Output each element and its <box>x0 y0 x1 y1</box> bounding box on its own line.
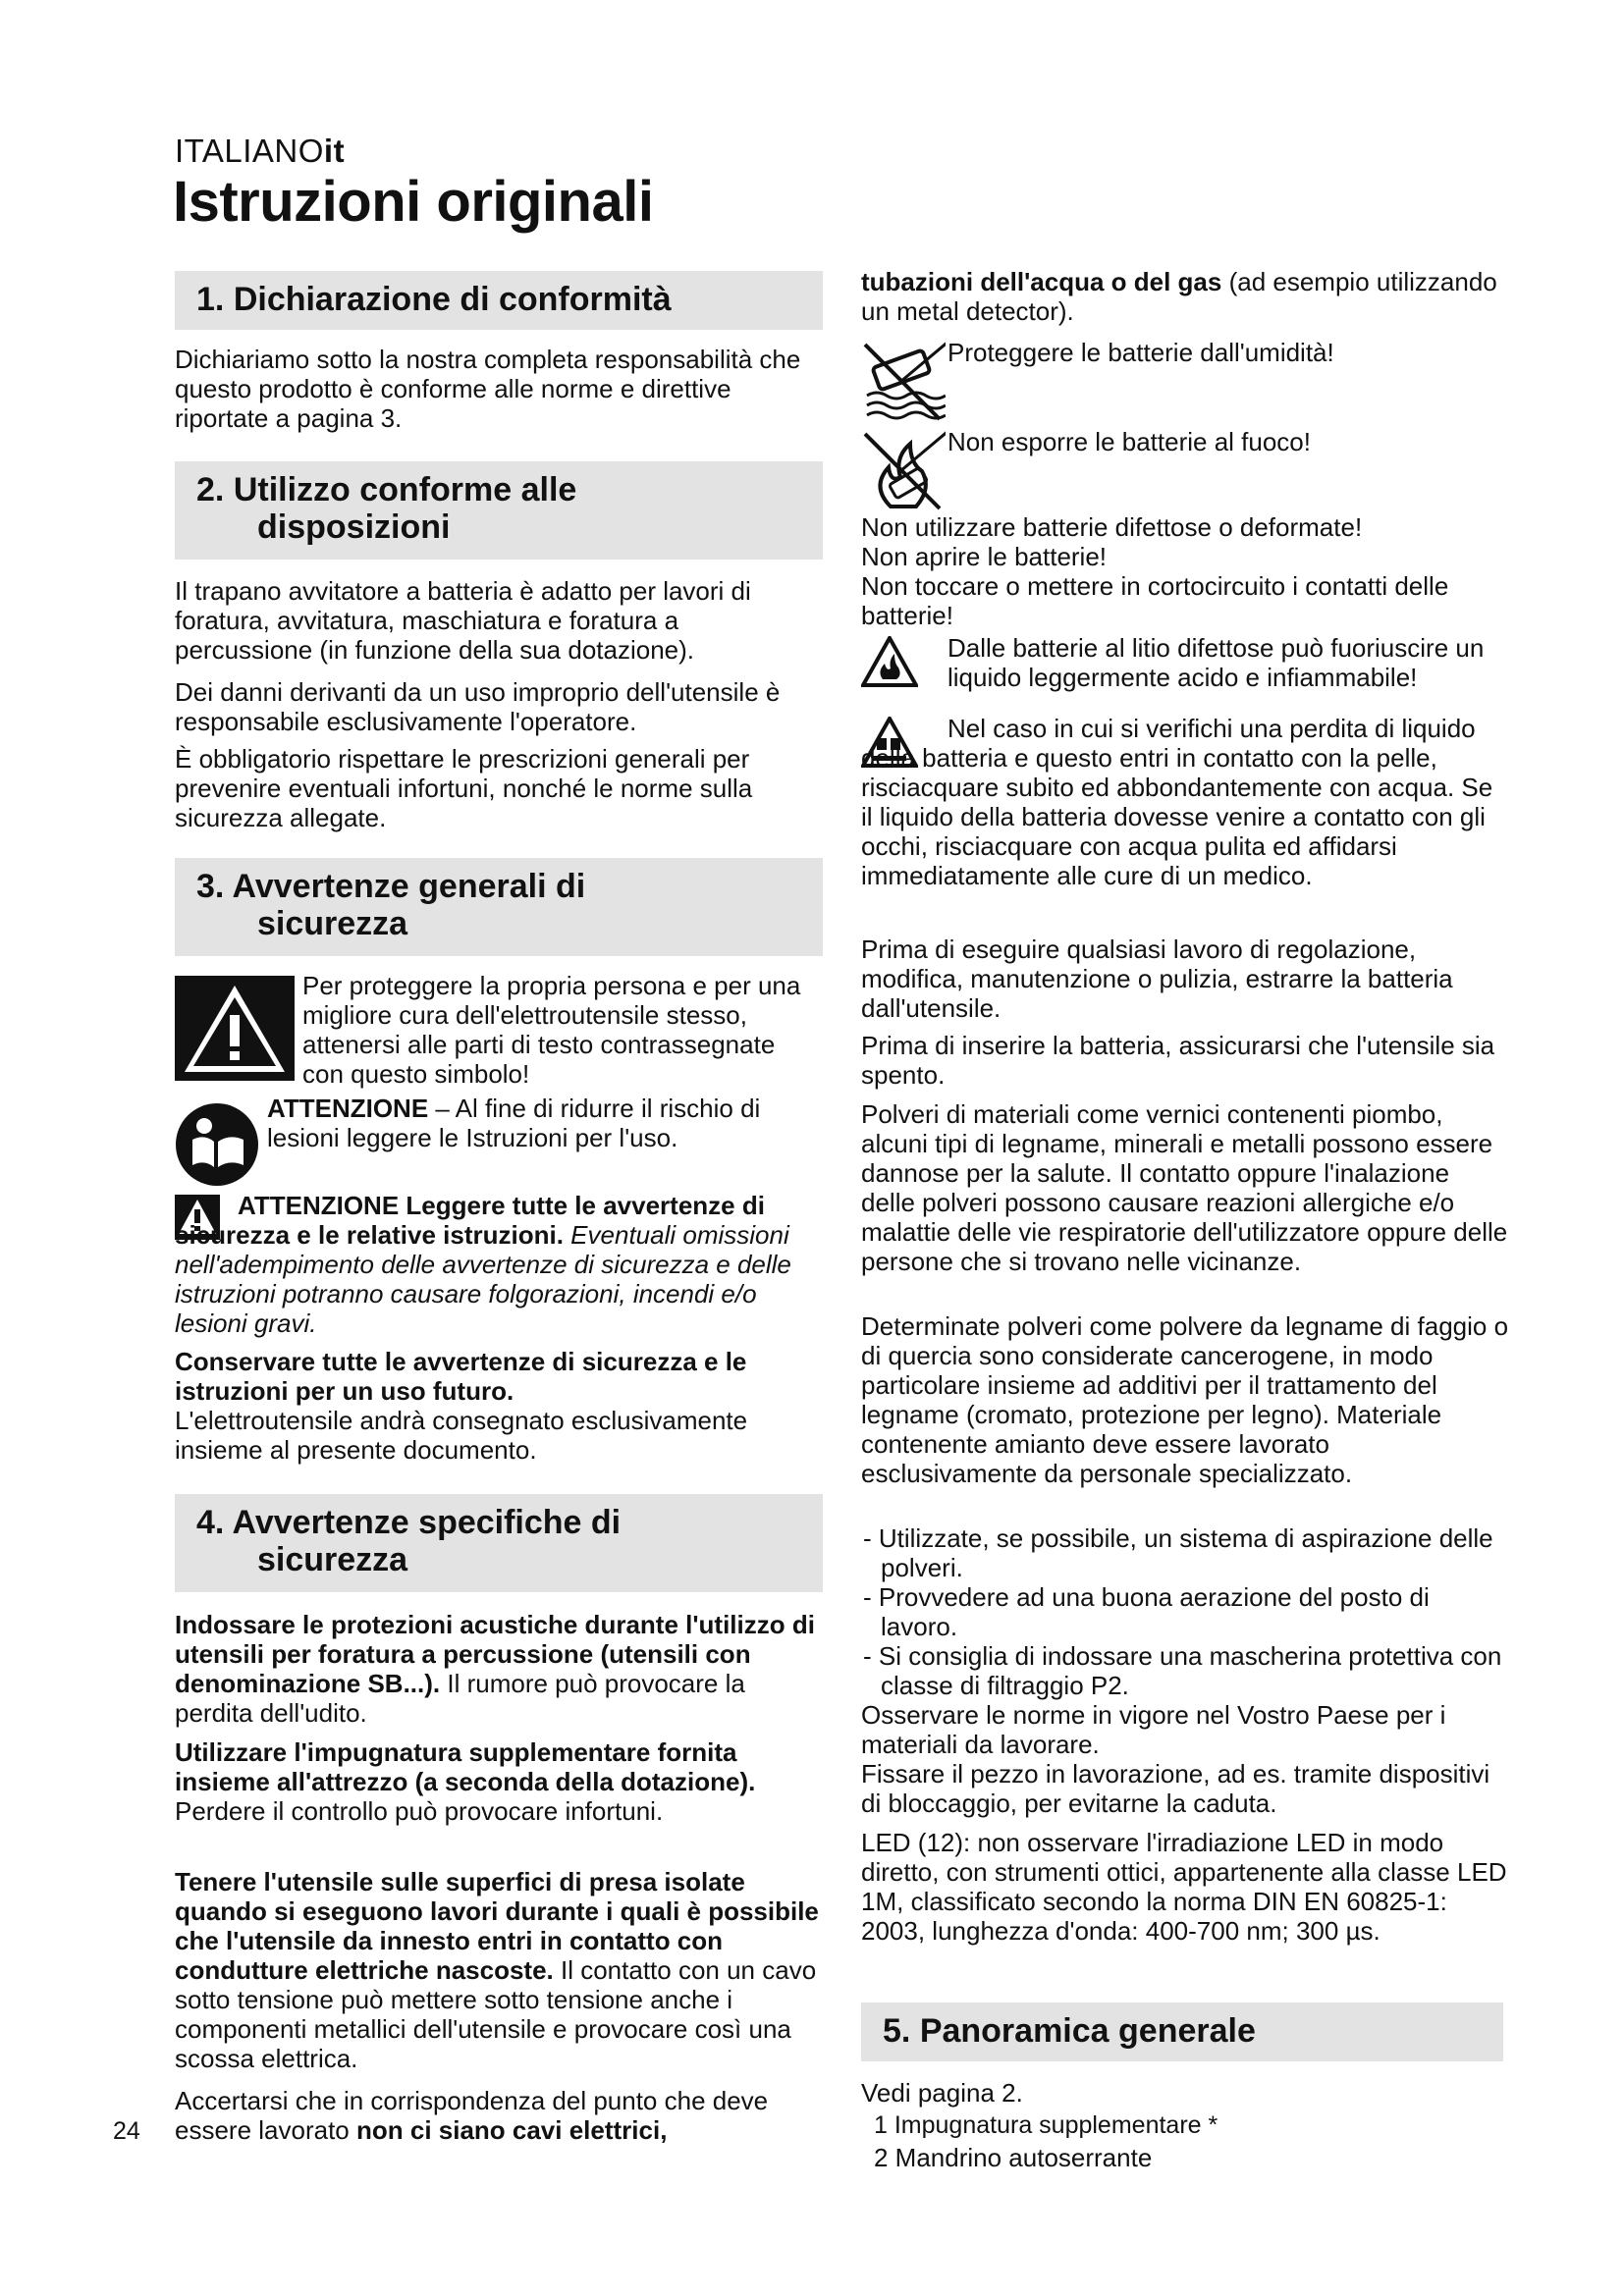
s2-paragraph-2: Dei danni derivanti da un uso improprio dell'utensile è responsabile esclusivamente l'operatore. <box>175 677 781 736</box>
dust-warning-1: Polveri di materiali come vernici contenenti piombo, alcuni tipi di legname, minerali e metalli possono essere dannose per la salute. Il contatto oppure l'inalazione delle polveri possono causare reazioni allergiche e/o malattie delle vie respiratorie dell'utilizzatore oppure delle persone che si trovano nelle vicinanze. <box>861 1099 1508 1276</box>
bullet-ventilation: - Provvedere ad una buona aerazione del posto di lavoro. <box>863 1582 1430 1641</box>
page-title: Istruzioni originali <box>173 170 654 234</box>
read-manual-icon <box>175 1102 259 1187</box>
bullet-extraction: - Utilizzate, se possibile, un sistema di aspirazione delle polveri. <box>863 1523 1493 1582</box>
s4-paragraph-2: Utilizzare l'impugnatura supplementare fornita insieme all'attrezzo (a seconda della dotazione). Perdere il controllo può provocare infortuni. <box>175 1737 756 1826</box>
s4-paragraph-4: Accertarsi che in corrispondenza del punto che deve essere lavorato non ci siano cavi elettrici, <box>175 2086 769 2145</box>
s3-keep-instructions: Conservare tutte le avvertenze di sicurezza e le istruzioni per un uso futuro. L'elettroutensile andrà consegnato esclusivamente insieme al presente documento. <box>175 1347 748 1465</box>
section-5-heading: 5. Panoramica generale <box>861 2002 1503 2061</box>
no-fire-icon <box>861 428 946 512</box>
battery-warnings: Non utilizzare batterie difettose o deformate! Non aprire le batterie! Non toccare o mettere in cortocircuito i contatti delle batterie! <box>861 512 1449 630</box>
s2-paragraph-3: È obbligatorio rispettare le prescrizioni generali per prevenire eventuali infortuni, nonché le norme sulla sicurezza allegate. <box>175 744 753 832</box>
section-2-heading: 2. Utilizzo conforme alle disposizioni <box>175 461 823 560</box>
flammable-warning-icon <box>861 636 918 687</box>
list-item: 2 Mandrino autoserrante <box>874 2143 1153 2172</box>
leak-warning: Nel caso in cui si verifichi una perdita di liquido della batteria e questo entri in contatto con la pelle, risciacquare subito ed abbondantemente con acqua. Se il liquido della batteria dovesse venire a contatto con gli occhi, risciacquare con acqua pulita ed affidarsi immediatamente alle cure di un medico. <box>861 714 1493 890</box>
s3-attention-instructions: ATTENZIONE Leggere tutte le avvertenze di sicurezza e le relative istruzioni. Eventuali omissioni nell'adempimento delle avvertenze di sicurezza e delle istruzioni potranno causare folgorazioni, incendi e/o lesioni gravi. <box>175 1191 791 1338</box>
s2-paragraph-1: Il trapano avvitatore a batteria è adatto per lavori di foratura, avvitatura, maschiatura e foratura a percussione (in funzione della sua dotazione). <box>175 576 751 665</box>
list-item: 1 Impugnatura supplementare * <box>874 2111 1218 2139</box>
lithium-warning: Dalle batterie al litio difettose può fuoriuscire un liquido leggermente acido e infiammabile! <box>947 633 1485 692</box>
before-insert: Prima di inserire la batteria, assicurarsi che l'utensile sia spento. <box>861 1031 1495 1090</box>
page-number: 24 <box>113 2117 140 2145</box>
s5-intro: Vedi pagina 2. <box>861 2078 1023 2108</box>
s3-attention-read: ATTENZIONE – Al fine di ridurre il rischio di lesioni leggere le Istruzioni per l'uso. <box>267 1094 761 1152</box>
fire-warning: Non esporre le batterie al fuoco! <box>947 427 1311 456</box>
s4-paragraph-3: Tenere l'utensile sulle superfici di presa isolate quando si eseguono lavori durante i quali è possibile che l'utensile da innesto entri in contatto con condutture elettriche nascoste. Il contatto con un cavo sotto tensione può mettere sotto tensione anche i componenti metallici dell'utensile e provocare così una scossa elettrica. <box>175 1867 819 2073</box>
norms-text: Osservare le norme in vigore nel Vostro Paese per i materiali da lavorare. <box>861 1700 1446 1759</box>
section-1-heading: 1. Dichiarazione di conformità <box>175 271 823 330</box>
before-adjust: Prima di eseguire qualsiasi lavoro di regolazione, modifica, manutenzione o pulizia, estrarre la batteria dall'utensile. <box>861 934 1453 1023</box>
s3-warning-text: Per proteggere la propria persona e per una migliore cura dell'elettroutensile stesso, attenersi alle parti di testo contrassegnate con questo simbolo! <box>302 971 801 1089</box>
s4-paragraph-1: Indossare le protezioni acustiche durante l'utilizzo di utensili per foratura a percussione (utensili con denominazione SB...). Il rumore può provocare la perdita dell'udito. <box>175 1610 815 1728</box>
s4-right-continuation: tubazioni dell'acqua o del gas (ad esempio utilizzando un metal detector). <box>861 267 1497 326</box>
warning-square-icon <box>175 976 295 1081</box>
bullet-mask: - Si consiglia di indossare una mascherina protettiva con classe di filtraggio P2. <box>863 1641 1502 1700</box>
dust-warning-2: Determinate polveri come polvere da legname di faggio o di quercia sono considerate cancerogene, in modo particolare insieme ad additivi per il trattamento del legname (cromato, protezione per legno). Materiale contenente amianto deve essere lavorato esclusivamente da personale specializzato. <box>861 1311 1509 1488</box>
section-4-heading: 4. Avvertenze specifiche di sicurezza <box>175 1494 823 1592</box>
fix-workpiece: Fissare il pezzo in lavorazione, ad es. tramite dispositivi di bloccaggio, per evitarne la caduta. <box>861 1759 1490 1818</box>
s1-paragraph: Dichiariamo sotto la nostra completa responsabilità che questo prodotto è conforme alle norme e direttive riportate a pagina 3. <box>175 345 801 433</box>
no-moisture-icon <box>861 339 946 423</box>
section-3-heading: 3. Avvertenze generali di sicurezza <box>175 858 823 956</box>
moisture-warning: Proteggere le batterie dall'umidità! <box>947 338 1334 367</box>
led-warning: LED (12): non osservare l'irradiazione LED in modo diretto, con strumenti ottici, appartenente alla classe LED 1M, classificato secondo la norma DIN EN 60825-1: 2003, lunghezza d'onda: 400-700 nm; 300 µs. <box>861 1828 1507 1946</box>
language-header: ITALIANOit <box>175 133 346 169</box>
